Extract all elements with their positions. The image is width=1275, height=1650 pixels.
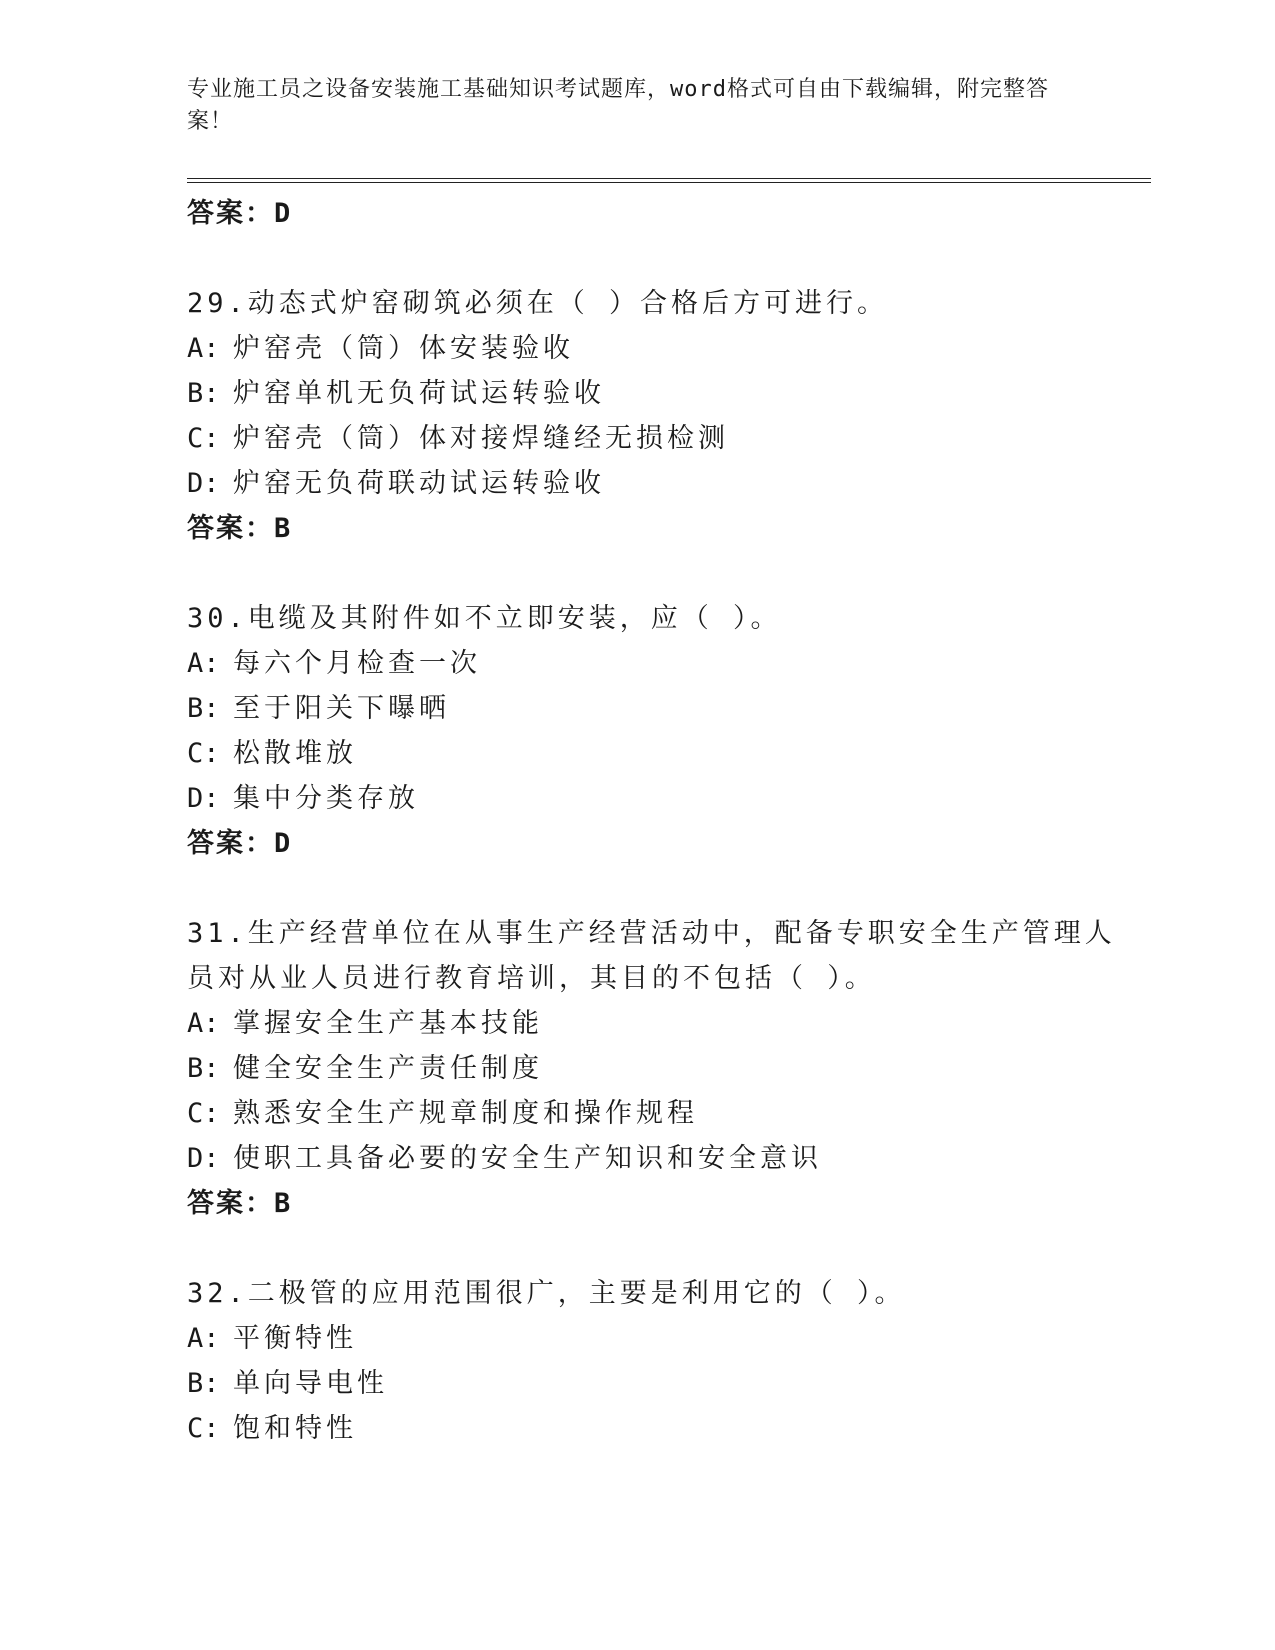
option-text: 炉窑无负荷联动试运转验收 bbox=[233, 468, 605, 499]
option-text: 炉窑单机无负荷试运转验收 bbox=[233, 378, 605, 409]
option-a bbox=[187, 641, 1127, 686]
question-number: 31. bbox=[187, 918, 248, 949]
option-b bbox=[187, 1361, 1127, 1406]
option-text: 单向导电性 bbox=[233, 1368, 388, 1399]
question-stem: 生产经营单位在从事生产经营活动中，配备专职安全生产管理人员对从业人员进行教育培训，其目的不包括（ ）。 bbox=[187, 918, 1116, 994]
option-d bbox=[187, 776, 1127, 821]
option-key: C: bbox=[187, 1098, 220, 1129]
question-stem: 电缆及其附件如不立即安装，应（ ）。 bbox=[247, 603, 782, 634]
answer-label: 答案： bbox=[187, 198, 274, 229]
answer-label: 答案： bbox=[187, 513, 274, 544]
option-text: 掌握安全生产基本技能 bbox=[233, 1008, 543, 1039]
answer-line bbox=[187, 191, 1127, 236]
option-key: A: bbox=[187, 648, 220, 679]
option-key: B: bbox=[187, 1053, 220, 1084]
option-d bbox=[187, 461, 1127, 506]
option-b bbox=[187, 371, 1127, 416]
question-stem: 二极管的应用范围很广，主要是利用它的（ ）。 bbox=[247, 1278, 906, 1309]
answer-line bbox=[187, 821, 1127, 866]
option-key: D: bbox=[187, 783, 220, 814]
question-stem: 动态式炉窑砌筑必须在（ ）合格后方可进行。 bbox=[247, 288, 889, 319]
answer-line bbox=[187, 1181, 1127, 1226]
answer-label: 答案： bbox=[187, 1188, 274, 1219]
question-number: 32. bbox=[187, 1278, 248, 1309]
option-a bbox=[187, 326, 1127, 371]
option-text: 使职工具备必要的安全生产知识和安全意识 bbox=[233, 1143, 822, 1174]
option-text: 每六个月检查一次 bbox=[233, 648, 481, 679]
question-text bbox=[187, 281, 1127, 326]
option-text: 健全安全生产责任制度 bbox=[233, 1053, 543, 1084]
option-key: A: bbox=[187, 1323, 220, 1354]
page-header: 专业施工员之设备安装施工基础知识考试题库，word格式可自由下载编辑，附完整答案！ bbox=[187, 77, 1049, 134]
option-c bbox=[187, 416, 1127, 461]
question-number: 30. bbox=[187, 603, 248, 634]
answer-value: D bbox=[274, 198, 293, 229]
option-text: 饱和特性 bbox=[233, 1413, 357, 1444]
option-key: A: bbox=[187, 1008, 220, 1039]
option-c bbox=[187, 1091, 1127, 1136]
question-list bbox=[187, 191, 1127, 1451]
answer-value: B bbox=[274, 513, 293, 544]
question-text bbox=[187, 1271, 1127, 1316]
option-a bbox=[187, 1001, 1127, 1046]
option-text: 松散堆放 bbox=[233, 738, 357, 769]
answer-label: 答案： bbox=[187, 828, 274, 859]
option-b bbox=[187, 1046, 1127, 1091]
option-d bbox=[187, 1136, 1127, 1181]
answer-value: B bbox=[274, 1188, 293, 1219]
question-item bbox=[187, 596, 1127, 866]
question-number: 29. bbox=[187, 288, 248, 319]
option-c bbox=[187, 731, 1127, 776]
option-key: C: bbox=[187, 1413, 220, 1444]
answer-line bbox=[187, 506, 1127, 551]
option-text: 集中分类存放 bbox=[233, 783, 419, 814]
option-key: B: bbox=[187, 693, 220, 724]
option-text: 炉窑壳（筒）体安装验收 bbox=[233, 333, 574, 364]
option-key: D: bbox=[187, 468, 220, 499]
question-item bbox=[187, 281, 1127, 551]
option-key: A: bbox=[187, 333, 220, 364]
option-text: 熟悉安全生产规章制度和操作规程 bbox=[233, 1098, 698, 1129]
option-key: C: bbox=[187, 738, 220, 769]
option-text: 至于阳关下曝晒 bbox=[233, 693, 450, 724]
option-c bbox=[187, 1406, 1127, 1451]
question-item bbox=[187, 911, 1127, 1226]
option-key: B: bbox=[187, 378, 220, 409]
header-divider bbox=[187, 178, 1151, 183]
question-text bbox=[187, 911, 1127, 1001]
option-key: C: bbox=[187, 423, 220, 454]
option-key: D: bbox=[187, 1143, 220, 1174]
question-item bbox=[187, 1271, 1127, 1451]
answer-value: D bbox=[274, 828, 293, 859]
option-b bbox=[187, 686, 1127, 731]
option-text: 炉窑壳（筒）体对接焊缝经无损检测 bbox=[233, 423, 729, 454]
option-key: B: bbox=[187, 1368, 220, 1399]
question-text bbox=[187, 596, 1127, 641]
option-text: 平衡特性 bbox=[233, 1323, 357, 1354]
option-a bbox=[187, 1316, 1127, 1361]
